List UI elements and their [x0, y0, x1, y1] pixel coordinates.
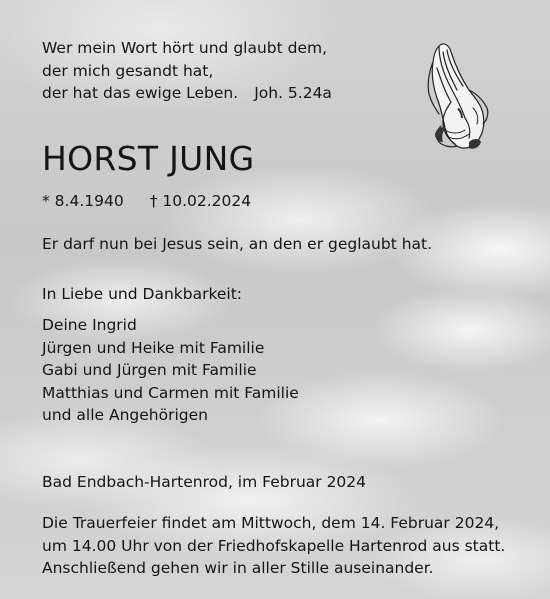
verse-line-3-text: der hat das ewige Leben.	[42, 84, 239, 102]
verse-line-2: der mich gesandt hat,	[42, 61, 214, 80]
thanks-intro: In Liebe und Dankbarkeit:	[42, 285, 243, 303]
deceased-name: HORST JUNG	[42, 139, 255, 178]
list-item: Deine Ingrid	[42, 316, 137, 334]
funeral-line-3: Anschließend gehen wir in aller Stille auseinander.	[42, 559, 434, 577]
verse-line-3	[42, 82, 332, 105]
life-dates	[42, 190, 251, 212]
death-date: † 10.02.2024	[149, 192, 252, 210]
funeral-info	[42, 512, 505, 580]
list-item: und alle Angehörigen	[42, 406, 208, 424]
praying-hands-icon	[425, 38, 495, 153]
bible-verse	[42, 37, 332, 105]
verse-line-1: Wer mein Wort hört und glaubt dem,	[42, 39, 328, 57]
memorial-quote: Er darf nun bei Jesus sein, an den er geglaubt hat.	[42, 235, 433, 253]
birth-date: * 8.4.1940	[42, 192, 124, 210]
funeral-line-1: Die Trauerfeier findet am Mittwoch, dem 14. Februar 2024,	[42, 514, 500, 532]
list-item: Jürgen und Heike mit Familie	[42, 338, 265, 357]
mourners-list	[42, 314, 299, 427]
place-and-date: Bad Endbach-Hartenrod, im Februar 2024	[42, 473, 367, 491]
verse-reference: Joh. 5.24a	[254, 84, 332, 102]
list-item: Matthias und Carmen mit Familie	[42, 383, 299, 402]
funeral-line-2: um 14.00 Uhr von der Friedhofskapelle Hartenrod aus statt.	[42, 536, 506, 555]
list-item: Gabi und Jürgen mit Familie	[42, 361, 257, 379]
